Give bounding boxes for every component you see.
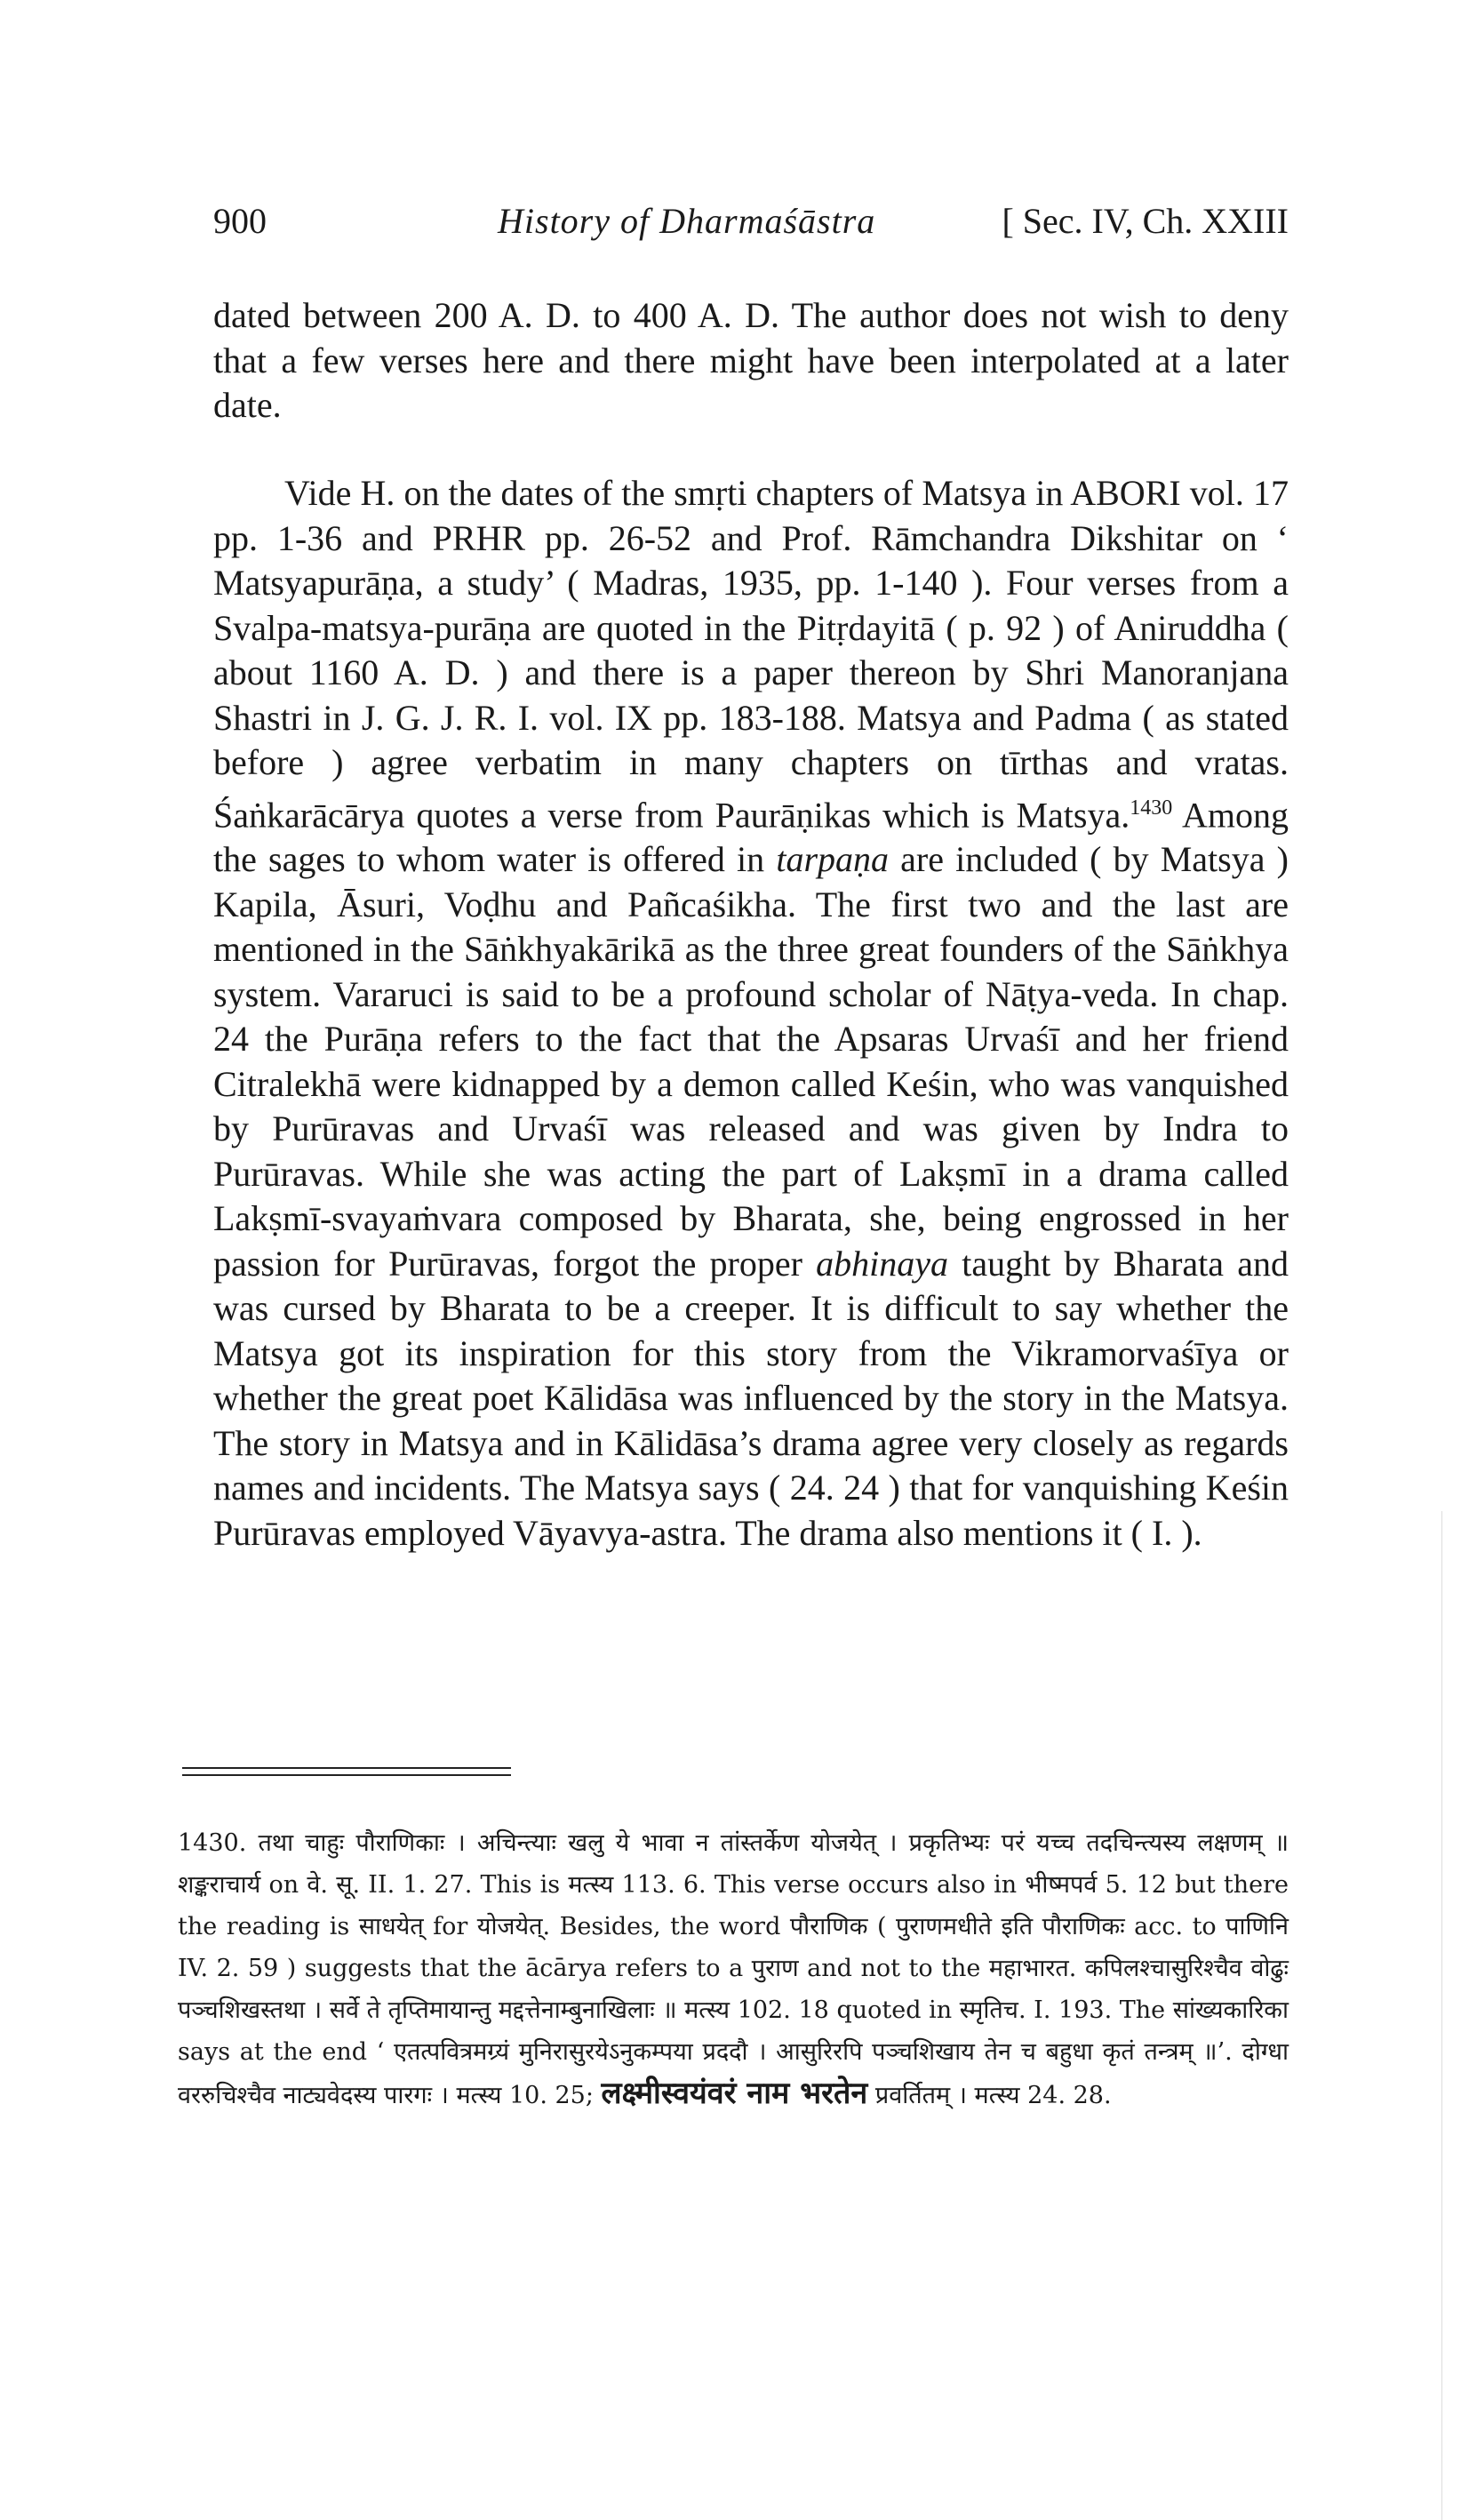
paragraph-2-text-1: Vide H. on the dates of the smṛti chapters of Matsya in ABORI vol. 17 pp. 1-36 and PRHR pp. 26-52 and Prof. Rāmchandra Dikshitar on ‘ Matsyapurāṇa, a study’ ( Madras, 1935, pp. 1-140 ). Four verses from a Svalpa-matsya-purāṇa are quoted in the Pitṛdayitā ( p. 92 ) of Aniruddha ( about 1160 A. D. ) and there is a paper thereon by Shri Manoranjana Shastri in J. G. J. R. I. vol. IX pp. 183-188. Matsya and Padma ( as stated before ) agree verbatim in many chapters on tīrthas and vratas. Śaṅkarācārya quotes a verse from Paurāṇikas which is Matsya. — [213, 473, 1289, 835]
page-number: 900 — [213, 201, 267, 241]
section-label: [ Sec. IV, Ch. XXIII — [1002, 201, 1289, 241]
footnote-number: 1430. — [178, 1829, 247, 1857]
paragraph-1: dated between 200 A. D. to 400 A. D. The author does not wish to deny that a few verses here and there might have been interpolated at a later date. — [213, 295, 1289, 425]
term-tarpana: tarpaṇa — [776, 839, 890, 880]
footnote-bold-quote: लक्ष्मीस्वयंवरं नाम भरतेन — [601, 2076, 868, 2111]
term-abhinaya: abhinaya — [816, 1243, 949, 1284]
footnote-reference: 1430 — [1130, 796, 1173, 820]
page-edge-line — [1441, 1511, 1442, 2520]
footnote-text: तथा चाहुः पौराणिकाः । अचिन्त्याः खलु ये भावा न तांस्तर्केण योजयेत् । प्रकृतिभ्यः परं यच्च तदचिन्त्यस्य लक्षणम् ॥ शङ्कराचार्य on वे. सू. II. 1. 27. This is मत्स्य 113. 6. This verse occurs also in भीष्मपर्व 5. 12 but there the reading is साधयेत् for योजयेत्. Besides, the word पौराणिक ( पुराणमधीते इति पौराणिकः acc. to पाणिनि IV. 2. 59 ) suggests that the ācārya refers to a पुराण and not to the महाभारत. कपिलश्चासुरिश्चैव वोढुः पञ्चशिखस्तथा । सर्वे ते तृप्तिमायान्तु मद्दत्तेनाम्बुनाखिलाः ॥ मत्स्य 102. 18 quoted in स्मृतिच. I. 193. The सांख्यकारिका says at the end ‘ एतत्पवित्रमग्र्यं मुनिरासुरयेऽनुकम्पया प्रददौ । आसुरिरपि पञ्चशिखाय तेन च बहुधा कृतं तन्त्रम् ॥’. दोग्धा वररुचिश्चैव नाट्यवेदस्य पारगः । मत्स्य 10. 25; — [178, 1829, 1289, 2109]
paragraph-2-text-2: Among the sages to whom water is offered in — [213, 794, 1289, 880]
running-title: History of Dharmaśāstra — [498, 201, 876, 241]
footnote-tail: प्रवर्तितम् । मत्स्य 24. 28. — [867, 2082, 1112, 2109]
paragraph-2-text-3: are included ( by Matsya ) Kapila, Āsuri, Voḍhu and Pañcaśikha. The first two and the last are mentioned in the Sāṅkhyakārikā as the three great founders of the Sāṅkhya system. Vararuci is said to be a profound scholar of Nāṭya-veda. In chap. 24 the Purāṇa refers to the fact that the Apsaras Urvaśī and her friend Citralekhā were kidnapped by a demon called Keśin, who was vanquished by Purūravas and Urvaśī was released and was given by Indra to Purūravas. While she was acting the part of Lakṣmī in a drama called Lakṣmī-svayaṁvara composed by Bharata, she, being engrossed in her passion for Purūravas, forgot the proper — [213, 839, 1289, 1284]
footnote-divider — [182, 1767, 511, 1769]
paragraph-2-text-4: taught by Bharata and was cursed by Bharata to be a creeper. It is difficult to say whether the Matsya got its inspiration for this story from the Vikramorvaśīya or whether the great poet Kālidāsa was influenced by the story in the Matsya. The story in Matsya and in Kālidāsa’s drama agree very closely as regards names and incidents. The Matsya says ( 24. 24 ) that for vanquishing Keśin Purūravas employed Vāyavya-astra. The drama also mentions it ( I. ). — [213, 1243, 1289, 1553]
footnote-1430 — [178, 1822, 1289, 2116]
page-header — [213, 200, 1289, 253]
footnote-divider — [182, 1774, 511, 1776]
paragraph-2 — [213, 471, 1289, 1556]
